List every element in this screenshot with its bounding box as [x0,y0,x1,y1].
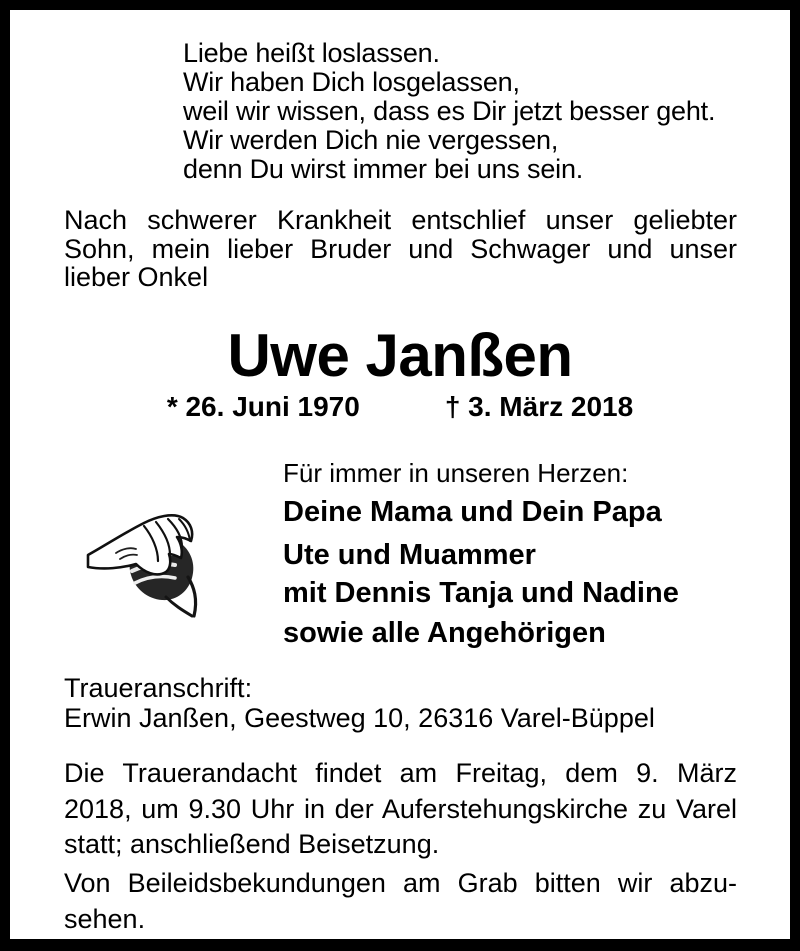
verse-line: Wir haben Dich losgelassen, [183,67,520,97]
mourner-line: sowie alle Angehörigen [283,617,606,649]
verse-line: Wir werden Dich nie vergessen, [183,125,559,155]
condolence-note-paragraph [64,866,737,937]
clasped-hands-icon [86,497,236,621]
remembrance-heading: Für immer in unseren Herzen: [283,458,629,488]
verse-line: weil wir wissen, dass es Dir jetzt besser geht. [183,96,716,126]
mourner-line: Ute und Muammer [283,539,536,571]
service-info-paragraph [64,756,737,863]
condolence-address: Erwin Janßen, Geestweg 10, 26316 Varel-Büppel [64,703,655,733]
intro-line: Nach schwerer Krankheit entschlief unser geliebter [64,205,737,235]
mourner-line: mit Dennis Tanja und Nadine [283,577,679,609]
death-date: † 3. März 2018 [444,391,634,422]
mourner-line: Deine Mama und Dein Papa [283,496,662,528]
verse-line: Liebe heißt loslassen. [183,38,440,68]
note-line: Von Beileidsbekundungen am Grab bitten wir abzu- [64,868,737,898]
service-line: statt; anschließend Beisetzung. [64,829,440,859]
intro-paragraph [64,206,737,292]
life-dates [10,393,790,421]
service-line: Die Trauerandacht findet am Freitag, dem 9. März [64,758,737,788]
service-line: 2018, um 9.30 Uhr in der Auferstehungskirche zu Varel [64,793,737,824]
condolence-address-label: Traueranschrift: [64,673,253,703]
verse-line: denn Du wirst immer bei uns sein. [183,154,584,184]
opening-verse [183,39,715,184]
deceased-name: Uwe Janßen [227,322,573,389]
note-line: sehen. [64,903,146,934]
condolence-address-block [64,673,655,733]
intro-line: lieber Onkel [64,262,209,292]
intro-line: Sohn, mein lieber Bruder und Schwager und unser [64,233,737,264]
birth-date: * 26. Juni 1970 [166,391,360,422]
